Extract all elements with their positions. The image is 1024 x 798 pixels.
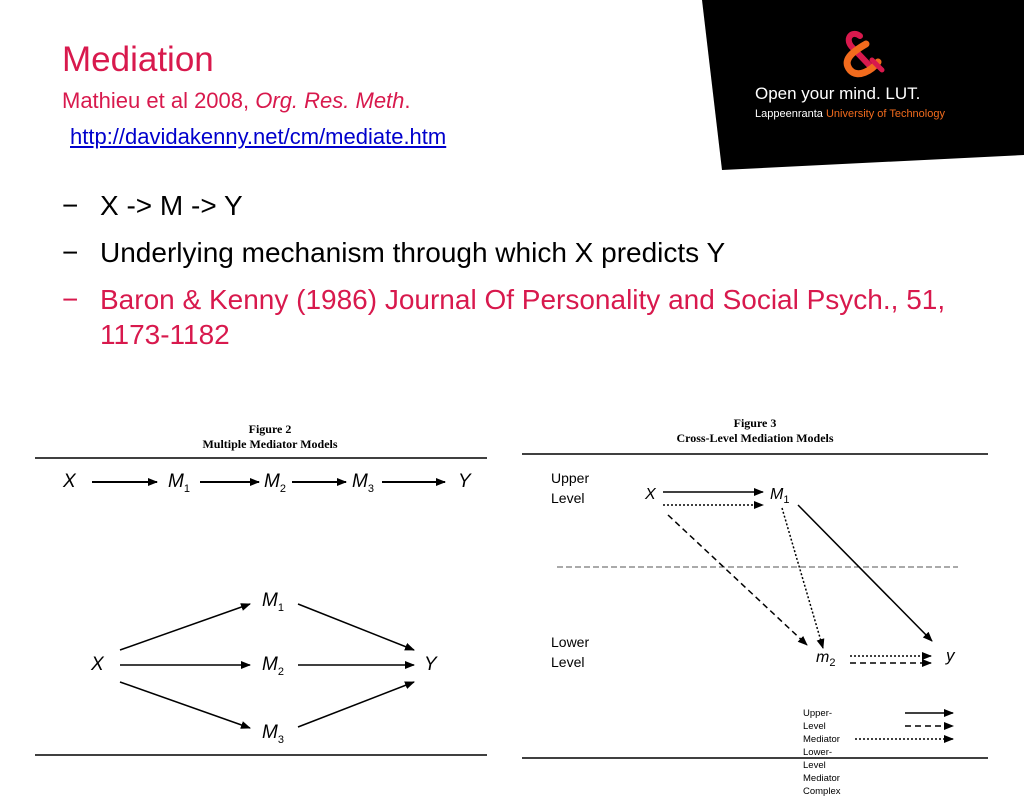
figure-2-caption: Multiple Mediator Models	[202, 437, 338, 451]
lower-level-label: Lower Level	[551, 634, 590, 670]
fig2-chain-m3: $M_3$	[352, 471, 374, 495]
arrow	[798, 505, 932, 641]
bullet-dash: −	[62, 237, 79, 268]
fig2-parallel-x: X	[91, 654, 104, 675]
logo-university-accent: University of Technology	[825, 108, 945, 120]
fig2-parallel-y: Y	[424, 654, 437, 675]
fig2-parallel-m2: $M_2$	[262, 654, 284, 678]
legend-item: Lower-Level Mediator	[803, 747, 840, 784]
fig3-y: y	[946, 646, 955, 665]
logo-university-name: Lappeenranta	[755, 108, 826, 120]
legend-item: Upper-Level Mediator	[803, 708, 840, 745]
figure-2-number: Figure 2	[248, 422, 292, 436]
fig2-parallel-m3: $M_3$	[262, 722, 284, 746]
fig3-x: X	[645, 486, 656, 503]
legend-item: Complex	[803, 786, 841, 797]
arrow	[668, 515, 807, 645]
fig2-chain-m1: $M_1$	[168, 471, 190, 495]
subtitle-journal: Org. Res. Meth	[255, 88, 405, 113]
fig2-chain-m2: $M_2$	[264, 471, 286, 495]
bullet-text: Underlying mechanism through which X predicts Y	[100, 237, 726, 268]
bullet-text: Baron & Kenny (1986) Journal Of Personality and Social Psych., 51, 1173-1182	[100, 284, 946, 350]
reference-link[interactable]: http://davidakenny.net/cm/mediate.htm	[70, 124, 447, 149]
fig3-m2: $m_2$	[816, 649, 836, 670]
fig2-chain-x: X	[63, 471, 76, 492]
slide-title: Mediation	[62, 40, 214, 79]
subtitle-authors: Mathieu et al 2008,	[62, 88, 256, 113]
subtitle-period: .	[404, 88, 411, 113]
bullet-dash: −	[62, 190, 79, 221]
figure-3-caption: Cross-Level Mediation Models	[676, 431, 834, 445]
logo-slogan: Open your mind. LUT.	[755, 84, 921, 103]
figure-3-legend	[803, 707, 841, 798]
fig2-chain-y: Y	[458, 471, 471, 492]
figure-3-number: Figure 3	[733, 416, 777, 430]
fig2-parallel-m1: $M_1$	[262, 590, 284, 614]
bullet-dash: −	[62, 284, 79, 315]
fig3-m1: $M_1$	[770, 486, 790, 507]
upper-level-label: Upper Level	[551, 470, 590, 506]
bullet-text: X -> M -> Y	[100, 190, 243, 221]
